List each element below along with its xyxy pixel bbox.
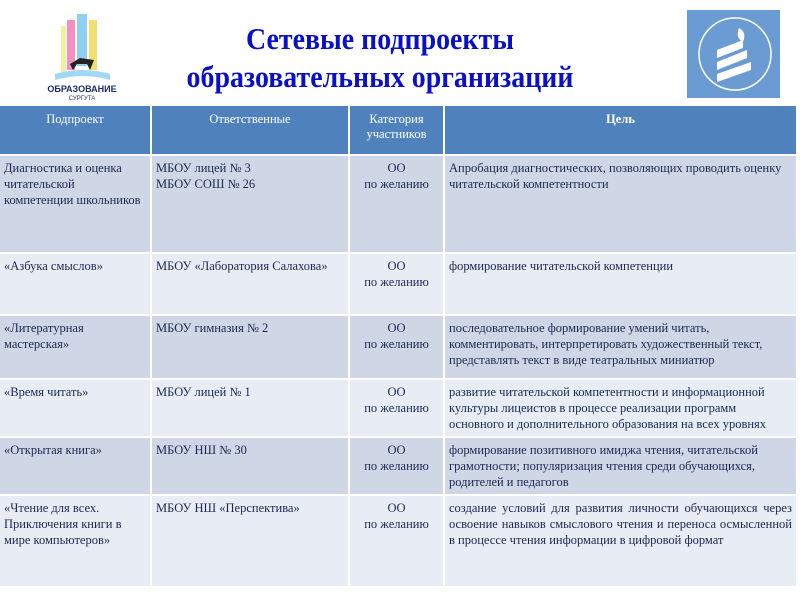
cell-subproject: «Азбука смыслов»	[0, 254, 150, 314]
category-mode: по желанию	[364, 275, 429, 289]
cell-goal: формирование читательской компетенции	[445, 254, 796, 314]
cell-category	[350, 496, 443, 586]
cell-responsible: МБОУ гимназия № 2	[152, 316, 348, 378]
header-responsible: Ответственные	[152, 106, 348, 154]
category-type: ОО	[387, 501, 406, 515]
table-row	[0, 496, 796, 586]
title-line-2: образовательных организаций	[186, 59, 574, 94]
cell-subproject: Диагностика и оценка читательской компетенции школьников	[0, 156, 150, 252]
cell-subproject: «Чтение для всех. Приключения книги в мире компьютеров»	[0, 496, 150, 586]
subprojects-table	[0, 104, 798, 588]
obrazovanie-surguta-logo	[45, 12, 120, 102]
category-mode: по желанию	[364, 517, 429, 531]
cell-responsible: МБОУ «Лаборатория Салахова»	[152, 254, 348, 314]
category-mode: по желанию	[364, 459, 429, 473]
category-type: ОО	[387, 259, 406, 273]
category-mode: по желанию	[364, 401, 429, 415]
cell-responsible: МБОУ лицей № 3 МБОУ СОШ № 26	[152, 156, 348, 252]
imc-logo	[687, 10, 780, 98]
cell-category	[350, 380, 443, 436]
category-type: ОО	[387, 321, 406, 335]
header-subproject: Подпроект	[0, 106, 150, 154]
cell-goal: последовательное формирование умений читать, комментировать, интерпретировать художественный текст, представлять текст в виде театральных миниатюр	[445, 316, 796, 378]
cell-category	[350, 254, 443, 314]
header-goal: Цель	[445, 106, 796, 154]
cell-subproject: «Литературная мастерская»	[0, 316, 150, 378]
cell-category	[350, 156, 443, 252]
cell-subproject: «Время читать»	[0, 380, 150, 436]
cell-responsible: МБОУ лицей № 1	[152, 380, 348, 436]
category-type: ОО	[387, 161, 406, 175]
cell-responsible: МБОУ НШ «Перспектива»	[152, 496, 348, 586]
page-title	[146, 20, 614, 96]
table-row	[0, 254, 796, 314]
header-category: Категория участников	[350, 106, 443, 154]
table-header-row	[0, 106, 796, 154]
table-row	[0, 156, 796, 252]
cell-subproject: «Открытая книга»	[0, 438, 150, 494]
cell-category	[350, 316, 443, 378]
category-type: ОО	[387, 443, 406, 457]
category-type: ОО	[387, 385, 406, 399]
cell-goal: развитие читательской компетентности и информационной культуры лицеистов в процессе реализации программ основного и дополнительного образования на всех уровнях	[445, 380, 796, 436]
table-row	[0, 316, 796, 378]
cell-category	[350, 438, 443, 494]
cell-goal: Апробация диагностических, позволяющих проводить оценку читательской компетентности	[445, 156, 796, 252]
cell-responsible: МБОУ НШ № 30	[152, 438, 348, 494]
cell-goal: формирование позитивного имиджа чтения, читательской грамотности; популяризация чтения среди обучающихся, родителей и педагогов	[445, 438, 796, 494]
table-row	[0, 380, 796, 436]
svg-text:ОБРАЗОВАНИЕ: ОБРАЗОВАНИЕ	[47, 84, 117, 94]
table-row	[0, 438, 796, 494]
title-line-1: Сетевые подпроекты	[245, 21, 515, 56]
category-mode: по желанию	[364, 337, 429, 351]
category-mode: по желанию	[364, 177, 429, 191]
svg-text:СУРГУТА: СУРГУТА	[68, 96, 96, 102]
cell-goal: создание условий для развития личности обучающихся через освоение навыков смыслового чтения и переноса осмысленной в процессе чтения информации в цифровой формат	[445, 496, 796, 586]
